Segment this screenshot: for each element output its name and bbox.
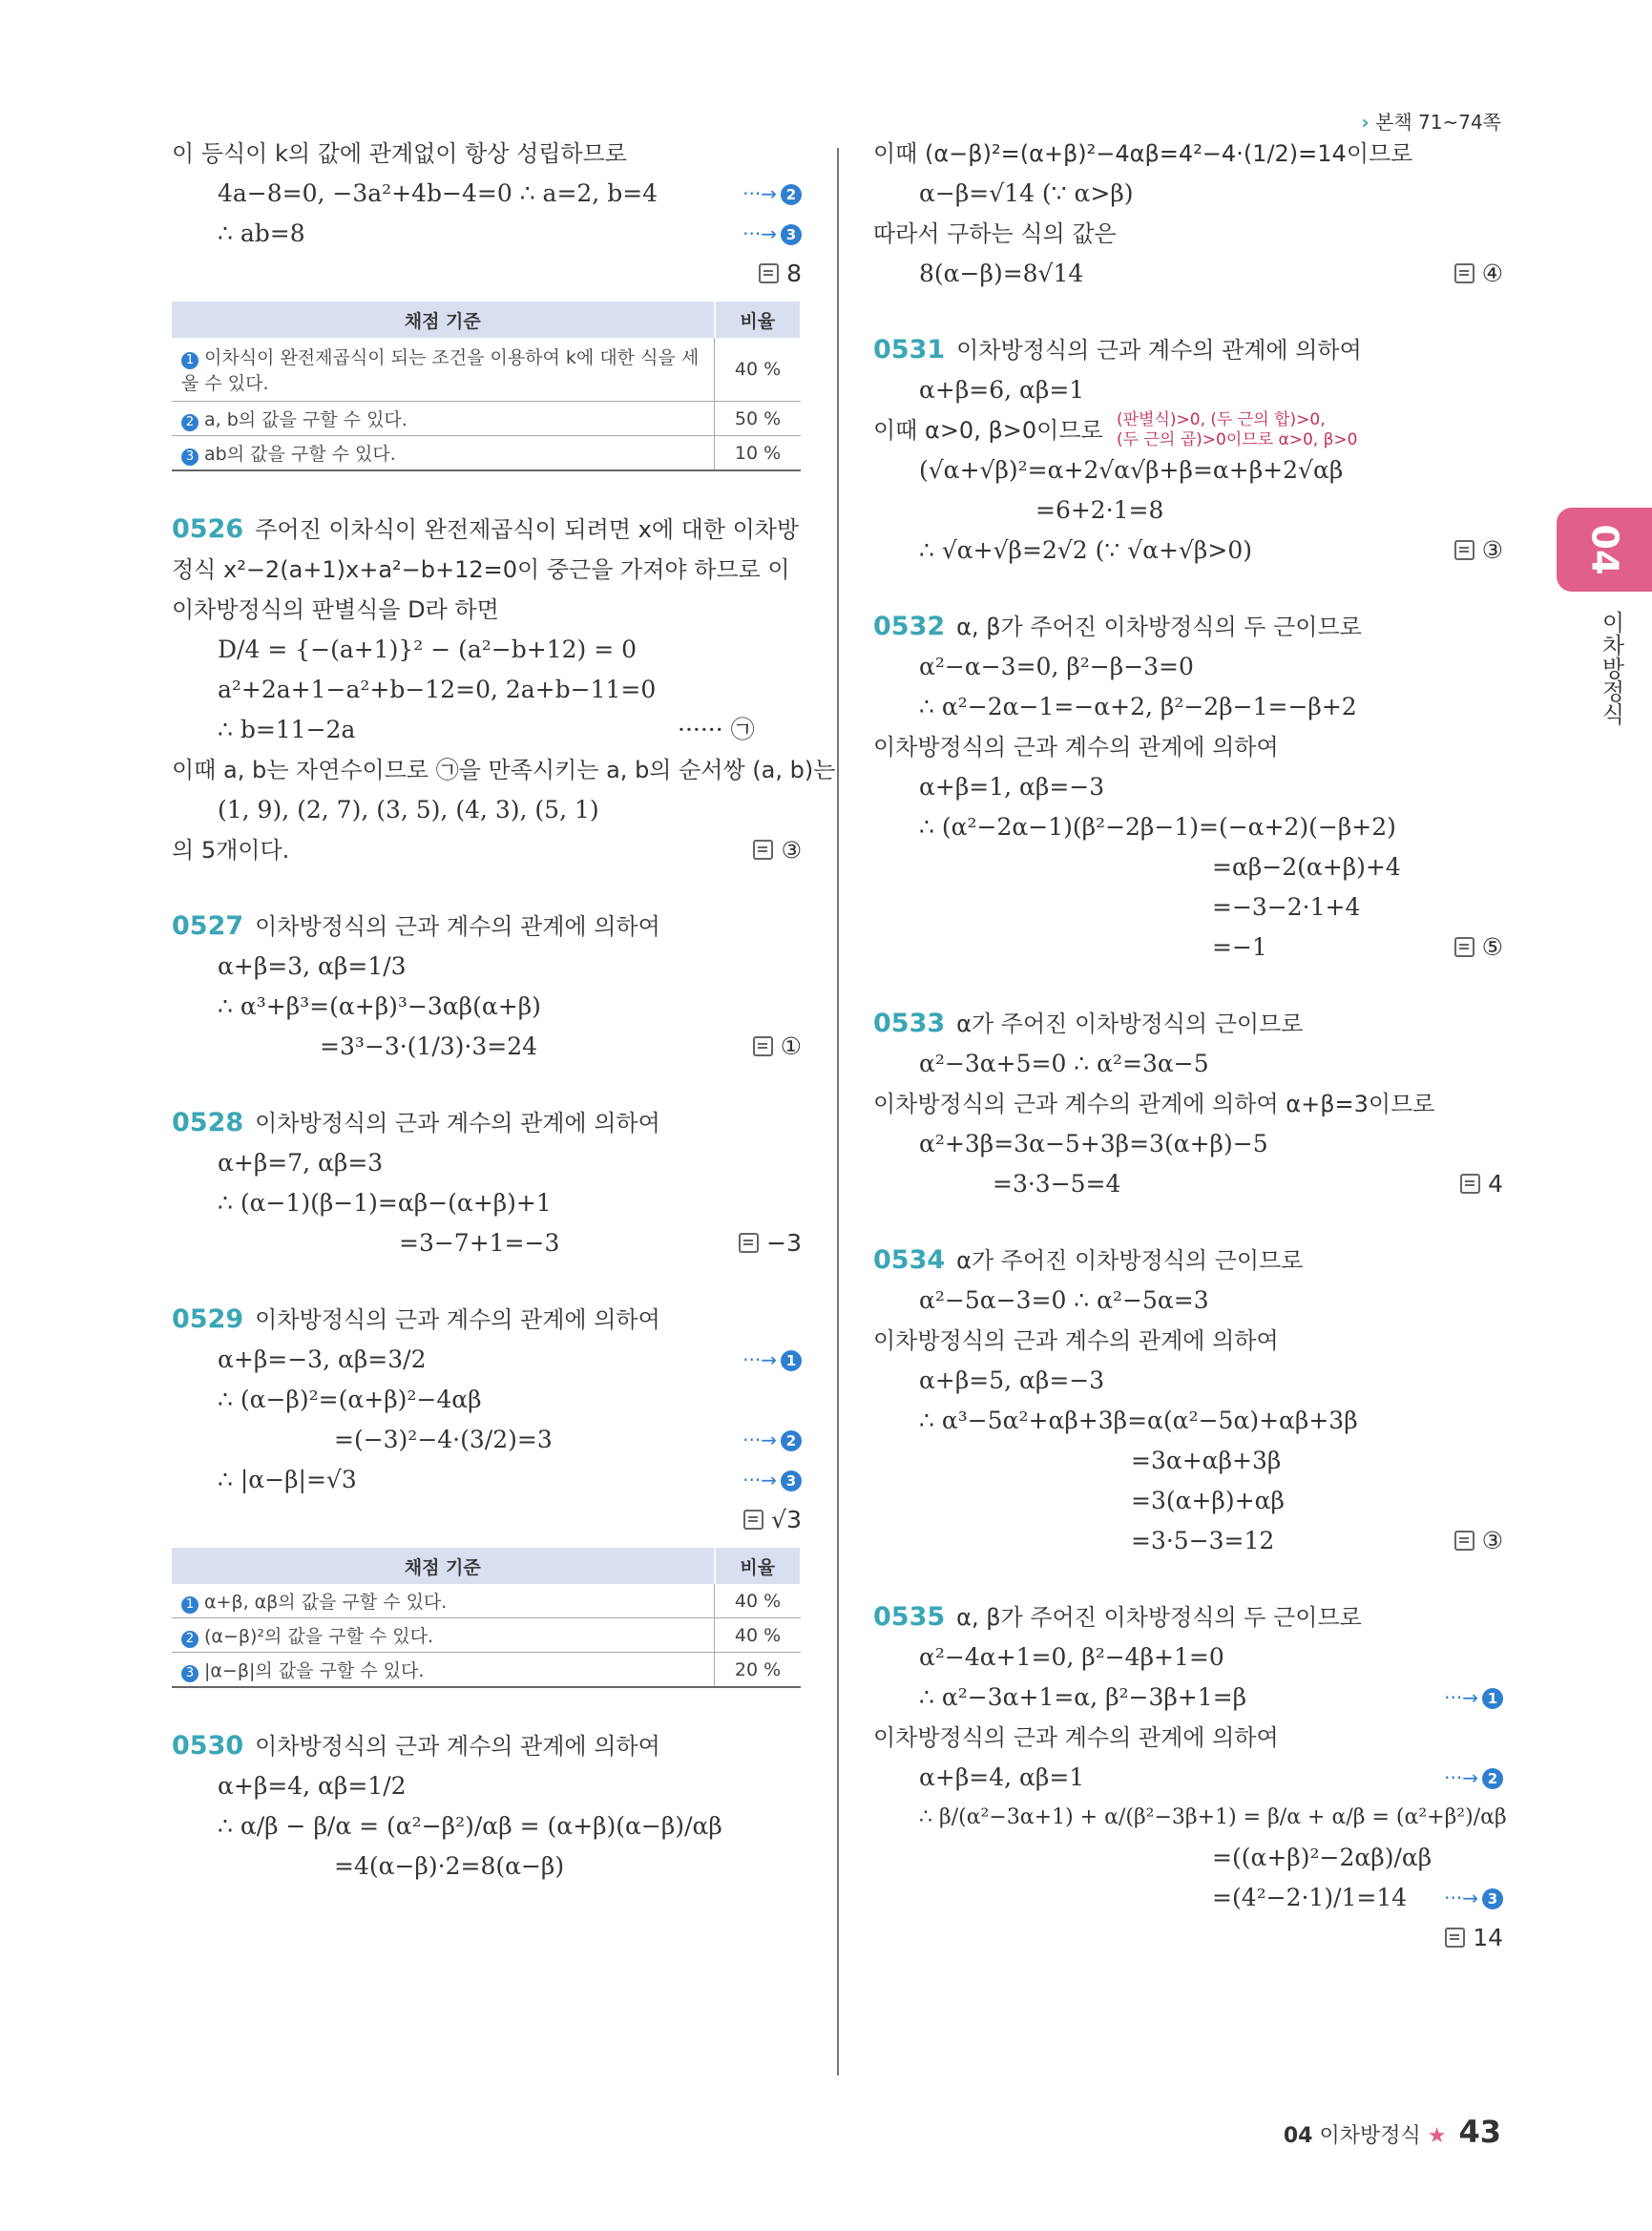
step-marker: ···→ 3 <box>742 214 802 254</box>
equation-line: α+β=7, αβ=3 <box>218 1149 384 1177</box>
table-row: 3 ab의 값을 구할 수 있다. 10 % <box>172 436 801 471</box>
equation-line: =((α+β)²−2αβ)/αβ <box>1212 1844 1432 1871</box>
answer-badge: √3 <box>743 1500 802 1540</box>
problem-number: 0532 <box>873 612 946 641</box>
answer-line <box>172 1500 802 1540</box>
problem-0530: 0530 이차방정식의 근과 계수의 관계에 의하여 <box>172 1731 660 1761</box>
equation-line: (√α+√β)²=α+2√α√β+β=α+β+2√αβ <box>919 456 1344 484</box>
problem-number: 0535 <box>873 1602 946 1632</box>
problem-0535: 0535 α, β가 주어진 이차방정식의 두 근이므로 <box>873 1602 1362 1632</box>
answer-icon <box>1454 263 1474 283</box>
equation-line: =−1 ⑤ <box>873 928 1503 968</box>
problem-0528: 0528 이차방정식의 근과 계수의 관계에 의하여 <box>172 1108 660 1137</box>
answer-icon <box>739 1233 759 1253</box>
answer-icon <box>1454 937 1474 957</box>
equation-line: α²−3α+5=0 ∴ α²=3α−5 <box>919 1050 1209 1077</box>
answer-icon <box>753 840 773 860</box>
equation-line: ∴ α³+β³=(α+β)³−3αβ(α+β) <box>218 992 541 1020</box>
equation-line: (1, 9), (2, 7), (3, 5), (4, 3), (5, 1) <box>218 796 599 824</box>
answer-badge: ③ <box>1454 531 1503 571</box>
equation-line: =6+2·1=8 <box>1035 496 1164 524</box>
step-marker: ···→ 1 <box>742 1340 802 1380</box>
equation-line: =3α+αβ+3β <box>1131 1447 1282 1474</box>
equation-line: =αβ−2(α+β)+4 <box>1212 853 1401 881</box>
chevron-right-icon: › <box>1361 111 1370 134</box>
answer-line <box>172 254 802 294</box>
equation-line: α²−α−3=0, β²−β−3=0 <box>919 653 1194 680</box>
table-row: 1 이차식이 완전제곱식이 되는 조건을 이용하여 k에 대한 식을 세울 수 있다. 40 % <box>172 338 801 402</box>
chapter-tab: 04 <box>1557 508 1652 592</box>
equation-line: ∴ ab=8 ···→ 3 <box>172 214 802 254</box>
equation-line: ∴ (α−1)(β−1)=αβ−(α+β)+1 <box>218 1189 552 1217</box>
table-row: 1 α+β, αβ의 값을 구할 수 있다. 40 % <box>172 1584 801 1618</box>
equation-line: =(−3)²−4·(3/2)=3 ···→ 2 <box>172 1420 802 1460</box>
column-divider <box>837 148 839 2075</box>
table-row: 2 (α−β)²의 값을 구할 수 있다. 40 % <box>172 1618 801 1653</box>
answer-badge: ① <box>753 1027 802 1067</box>
equation-line: ∴ α/β − β/α = (α²−β²)/αβ = (α+β)(α−β)/αβ <box>218 1812 722 1840</box>
table-row: 3 |α−β|의 값을 구할 수 있다. 20 % <box>172 1653 801 1688</box>
text-line: 이때 a, b는 자연수이므로 ㉠을 만족시키는 a, b의 순서쌍 (a, b)는 <box>172 757 836 783</box>
equation-tag: ······ ㉠ <box>678 716 755 743</box>
star-icon: ★ <box>1427 2124 1447 2148</box>
equation-line: α+β=3, αβ=1/3 <box>218 952 407 980</box>
problem-0529: 0529 이차방정식의 근과 계수의 관계에 의하여 <box>172 1304 660 1334</box>
ratio-header: 비율 <box>715 1548 802 1584</box>
problem-0531: 0531 이차방정식의 근과 계수의 관계에 의하여 <box>873 335 1362 365</box>
text-line: 의 5개이다. ③ <box>172 830 802 870</box>
problem-0534: 0534 α가 주어진 이차방정식의 근이므로 <box>873 1245 1304 1275</box>
ratio-header: 비율 <box>715 302 802 338</box>
equation-line: α+β=1, αβ=−3 <box>919 773 1105 801</box>
problem-number: 0534 <box>873 1245 946 1275</box>
step-marker: ···→ 2 <box>742 1420 802 1460</box>
problem-number: 0526 <box>172 514 244 544</box>
step-marker: ···→ 2 <box>742 174 802 214</box>
equation-line: =3³−3·(1/3)·3=24 ① <box>172 1027 802 1067</box>
equation-line: α+β=−3, αβ=3/2 ···→ 1 <box>172 1340 802 1380</box>
text-line: 이때 (α−β)²=(α+β)²−4αβ=4²−4·(1/2)=14이므로 <box>873 140 1413 167</box>
equation-line: =(4²−2·1)/1=14 ···→ 3 <box>873 1878 1503 1918</box>
text-line: 이차방정식의 판별식을 D라 하면 <box>172 596 499 623</box>
equation-line: α+β=4, αβ=1 ···→ 2 <box>873 1758 1503 1798</box>
text-line: 이차방정식의 근과 계수의 관계에 의하여 <box>873 1327 1279 1354</box>
equation-line: α+β=4, αβ=1/2 <box>218 1772 407 1800</box>
text-line: 이차방정식의 근과 계수의 관계에 의하여 <box>873 1724 1279 1751</box>
equation-line: ∴ α²−3α+1=α, β²−3β+1=β ···→ 1 <box>873 1678 1503 1718</box>
answer-badge: −3 <box>739 1223 802 1263</box>
answer-icon <box>753 1036 773 1056</box>
table-row: 2 a, b의 값을 구할 수 있다. 50 % <box>172 402 801 436</box>
equation-line: α²+3β=3α−5+3β=3(α+β)−5 <box>919 1130 1268 1157</box>
answer-badge: 8 <box>759 254 802 294</box>
answer-badge: 4 <box>1460 1164 1503 1204</box>
problem-0527: 0527 이차방정식의 근과 계수의 관계에 의하여 <box>172 911 660 941</box>
problem-number: 0531 <box>873 335 946 365</box>
problem-0532: 0532 α, β가 주어진 이차방정식의 두 근이므로 <box>873 612 1362 641</box>
equation-line: α+β=5, αβ=−3 <box>919 1366 1105 1394</box>
page-number: 43 <box>1458 2114 1501 2150</box>
page-reference: › 본책 71~74쪽 <box>1361 111 1501 134</box>
criteria-header: 채점 기준 <box>172 302 715 338</box>
answer-badge: ④ <box>1454 254 1503 294</box>
equation-line: =−3−2·1+4 <box>1212 893 1361 921</box>
answer-badge: 14 <box>1445 1918 1503 1958</box>
right-column <box>873 134 1507 1958</box>
text-line: 따라서 구하는 식의 값은 <box>873 220 1117 247</box>
equation-line: =3·5−3=12 ③ <box>873 1521 1503 1561</box>
equation-line: ∴ (α²−2α−1)(β²−2β−1)=(−α+2)(−β+2) <box>919 813 1396 841</box>
equation-line: ∴ √α+√β=2√2 (∵ √α+√β>0) ③ <box>873 531 1503 571</box>
text-line: 이차방정식의 근과 계수의 관계에 의하여 α+β=3이므로 <box>873 1091 1435 1117</box>
answer-icon <box>1460 1174 1480 1194</box>
equation-line: ∴ β/(α²−3α+1) + α/(β²−3β+1) = β/α + α/β = (α²+β²)/αβ <box>919 1805 1507 1829</box>
equation-line: α²−5α−3=0 ∴ α²−5α=3 <box>919 1286 1209 1314</box>
equation-line: ∴ α³−5α²+αβ+3β=α(α²−5α)+αβ+3β <box>919 1407 1358 1434</box>
equation-line: α+β=6, αβ=1 <box>919 376 1085 404</box>
equation-line: ∴ α²−2α−1=−α+2, β²−2β−1=−β+2 <box>919 693 1357 720</box>
answer-badge: ③ <box>1454 1521 1503 1561</box>
left-column <box>172 134 836 1887</box>
equation-line: ∴ |α−β|=√3 ···→ 3 <box>172 1460 802 1500</box>
annotation-note: (판별식)>0, (두 근의 합)>0, (두 근의 곱)>0이므로 α>0, β>0 <box>1117 410 1358 449</box>
problem-number: 0530 <box>172 1731 244 1761</box>
answer-badge: ⑤ <box>1454 928 1503 968</box>
text-line: 정식 x²−2(a+1)x+a²−b+12=0이 중근을 가져야 하므로 이 <box>172 556 790 583</box>
equation-line: =3·3−5=4 4 <box>873 1164 1503 1204</box>
problem-0533: 0533 α가 주어진 이차방정식의 근이므로 <box>873 1009 1304 1038</box>
equation-line: α²−4α+1=0, β²−4β+1=0 <box>919 1643 1224 1671</box>
step-marker: ···→ 1 <box>1444 1678 1503 1718</box>
answer-icon <box>1454 1531 1474 1551</box>
equation-line: α−β=√14 (∵ α>β) <box>919 179 1134 207</box>
text-line: 이차방정식의 근과 계수의 관계에 의하여 <box>873 734 1279 761</box>
step-marker: ···→ 3 <box>742 1460 802 1500</box>
text-line: 이 등식이 k의 값에 관계없이 항상 성립하므로 <box>172 140 627 167</box>
answer-line <box>873 1918 1503 1958</box>
equation-line: D/4 = {−(a+1)}² − (a²−b+12) = 0 <box>218 636 637 663</box>
scoring-criteria-table <box>172 302 802 471</box>
page-footer: 04 이차방정식 ★ 43 <box>1283 2114 1501 2150</box>
answer-icon <box>1454 540 1474 560</box>
problem-number: 0533 <box>873 1009 946 1038</box>
equation-line: ∴ (α−β)²=(α+β)²−4αβ <box>218 1386 482 1413</box>
answer-icon <box>1445 1928 1465 1948</box>
criteria-header: 채점 기준 <box>172 1548 715 1584</box>
problem-number: 0527 <box>172 911 244 941</box>
problem-number: 0528 <box>172 1108 244 1137</box>
equation-line: 4a−8=0, −3a²+4b−4=0 ∴ a=2, b=4 ···→ 2 <box>172 174 802 214</box>
equation-line: ∴ b=11−2a ······ ㉠ <box>172 710 802 750</box>
answer-badge: ③ <box>753 830 802 870</box>
equation-line: a²+2a+1−a²+b−12=0, 2a+b−11=0 <box>218 676 657 703</box>
step-marker: ···→ 3 <box>1444 1878 1503 1918</box>
text-line: 이때 α>0, β>0이므로 (판별식)>0, (두 근의 합)>0, (두 근의 곱)>0이므로 α>0, β>0 <box>873 410 1358 449</box>
equation-line: 8(α−β)=8√14 ④ <box>873 254 1503 294</box>
scoring-criteria-table <box>172 1548 802 1688</box>
equation-line: =3(α+β)+αβ <box>1131 1487 1285 1514</box>
problem-number: 0529 <box>172 1304 244 1334</box>
problem-0526: 0526 주어진 이차식이 완전제곱식이 되려면 x에 대한 이차방 <box>172 514 800 544</box>
answer-icon <box>743 1510 763 1530</box>
chapter-tab-label: 이차방정식 <box>1598 611 1624 725</box>
equation-line: =3−7+1=−3 −3 <box>172 1223 802 1263</box>
answer-icon <box>759 263 779 283</box>
equation-line: =4(α−β)·2=8(α−β) <box>334 1852 565 1880</box>
step-marker: ···→ 2 <box>1444 1758 1503 1798</box>
